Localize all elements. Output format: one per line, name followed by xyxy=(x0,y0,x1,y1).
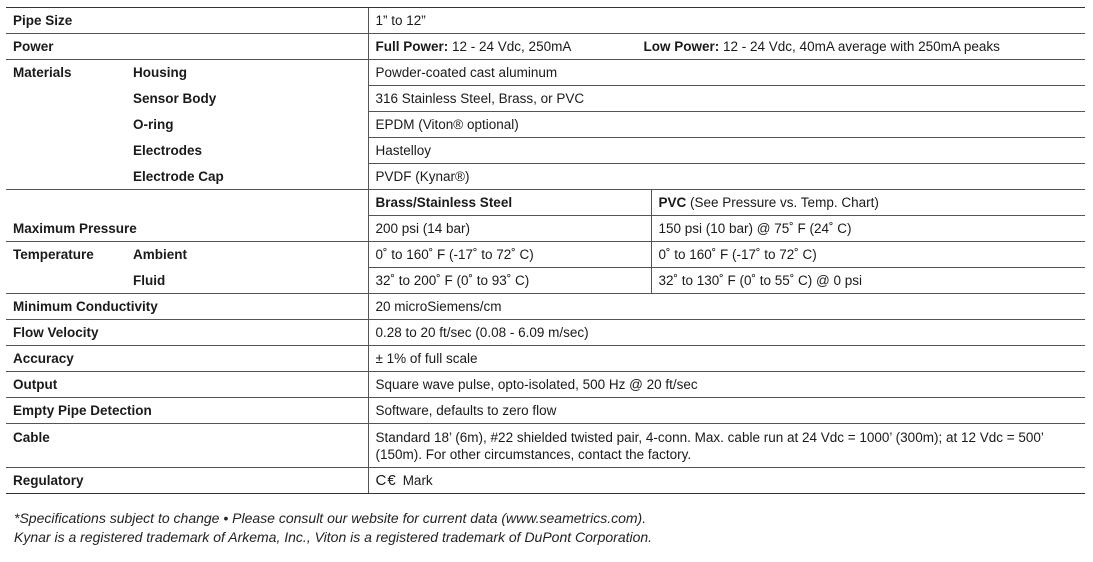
full-power-label: Full Power: xyxy=(375,39,449,54)
ambient-pvc: 0˚ to 160˚ F (-17˚ to 72˚ C) xyxy=(651,242,1085,268)
cable-label: Cable xyxy=(6,424,368,468)
max-pressure-label: Maximum Pressure xyxy=(13,220,137,236)
row-oring xyxy=(6,112,1085,138)
pvc-header-label: PVC xyxy=(658,195,687,210)
max-pressure-pvc: 150 psi (10 bar) @ 75˚ F (24˚ C) xyxy=(651,216,1085,242)
row-electrodes xyxy=(6,138,1085,164)
row-regulatory xyxy=(6,468,1085,494)
regulatory-mark-text: Mark xyxy=(402,473,433,488)
min-conductivity-label: Minimum Conductivity xyxy=(6,294,368,320)
low-power xyxy=(644,38,1000,55)
ambient-brass: 0˚ to 160˚ F (-17˚ to 72˚ C) xyxy=(368,242,651,268)
row-materials-housing xyxy=(6,60,1085,86)
flow-velocity-label: Flow Velocity xyxy=(6,320,368,346)
max-pressure-brass: 200 psi (14 bar) xyxy=(368,216,651,242)
regulatory-label: Regulatory xyxy=(6,468,368,494)
specifications-table xyxy=(6,7,1085,494)
electrodes-value: Hastelloy xyxy=(368,138,1085,164)
row-sensor-body xyxy=(6,86,1085,112)
min-conductivity-value: 20 microSiemens/cm xyxy=(368,294,1085,320)
row-pipe-size xyxy=(6,8,1085,34)
power-label: Power xyxy=(6,34,368,60)
oring-value: EPDM (Viton® optional) xyxy=(368,112,1085,138)
low-power-value: 12 - 24 Vdc, 40mA average with 250mA peaks xyxy=(719,39,1000,54)
fluid-label: Fluid xyxy=(133,272,166,288)
row-output xyxy=(6,372,1085,398)
row-accuracy xyxy=(6,346,1085,372)
pvc-header-note: (See Pressure vs. Temp. Chart) xyxy=(686,195,879,210)
ambient-label: Ambient xyxy=(126,242,368,268)
accuracy-value: ± 1% of full scale xyxy=(368,346,1085,372)
output-label: Output xyxy=(6,372,368,398)
low-power-label: Low Power: xyxy=(643,39,720,54)
row-max-pressure xyxy=(6,216,1085,242)
output-value: Square wave pulse, opto-isolated, 500 Hz @ 20 ft/sec xyxy=(368,372,1085,398)
row-flow-velocity xyxy=(6,320,1085,346)
sensor-body-label: Sensor Body xyxy=(133,91,217,106)
row-min-conductivity xyxy=(6,294,1085,320)
pvc-header xyxy=(651,190,1085,216)
regulatory-value xyxy=(368,468,1085,494)
accuracy-label: Accuracy xyxy=(6,346,368,372)
flow-velocity-value: 0.28 to 20 ft/sec (0.08 - 6.09 m/sec) xyxy=(368,320,1085,346)
housing-label: Housing xyxy=(126,60,368,86)
electrode-cap-label: Electrode Cap xyxy=(133,168,224,184)
row-electrode-cap xyxy=(6,164,1085,190)
electrodes-label: Electrodes xyxy=(133,143,203,158)
row-material-header xyxy=(6,190,1085,216)
pipe-size-label: Pipe Size xyxy=(6,8,368,34)
materials-label: Materials xyxy=(6,60,126,86)
brass-header: Brass/Stainless Steel xyxy=(368,190,651,216)
housing-value: Powder-coated cast aluminum xyxy=(368,60,1085,86)
cable-value: Standard 18’ (6m), #22 shielded twisted pair, 4-conn. Max. cable run at 24 Vdc = 1000’ (300m); at 12 Vdc = 500’ (150m). For other circumstances, contact the factory. xyxy=(368,424,1085,468)
empty-pipe-label: Empty Pipe Detection xyxy=(6,398,368,424)
footnote-specifications: *Specifications subject to change • Please consult our website for current data (www.seametrics.com). xyxy=(14,510,647,526)
fluid-pvc: 32˚ to 130˚ F (0˚ to 55˚ C) @ 0 psi xyxy=(651,268,1085,294)
oring-label: O-ring xyxy=(133,117,174,132)
row-empty-pipe xyxy=(6,398,1085,424)
row-cable xyxy=(6,424,1085,468)
footnote-trademarks: Kynar is a registered trademark of Arkema, Inc., Viton is a registered trademark of DuPont Corporation. xyxy=(14,529,653,545)
fluid-brass: 32˚ to 200˚ F (0˚ to 93˚ C) xyxy=(368,268,651,294)
row-power xyxy=(6,34,1085,60)
temperature-label: Temperature xyxy=(6,242,126,268)
row-temp-ambient xyxy=(6,242,1085,268)
empty-pipe-value: Software, defaults to zero flow xyxy=(368,398,1085,424)
sensor-body-value: 316 Stainless Steel, Brass, or PVC xyxy=(368,86,1085,112)
ce-mark-icon: C€ xyxy=(375,472,397,489)
electrode-cap-value: PVDF (Kynar®) xyxy=(368,164,1085,190)
full-power-value: 12 - 24 Vdc, 250mA xyxy=(448,39,572,54)
pipe-size-value: 1” to 12” xyxy=(368,8,1085,34)
row-temp-fluid xyxy=(6,268,1085,294)
power-value xyxy=(368,34,1085,60)
